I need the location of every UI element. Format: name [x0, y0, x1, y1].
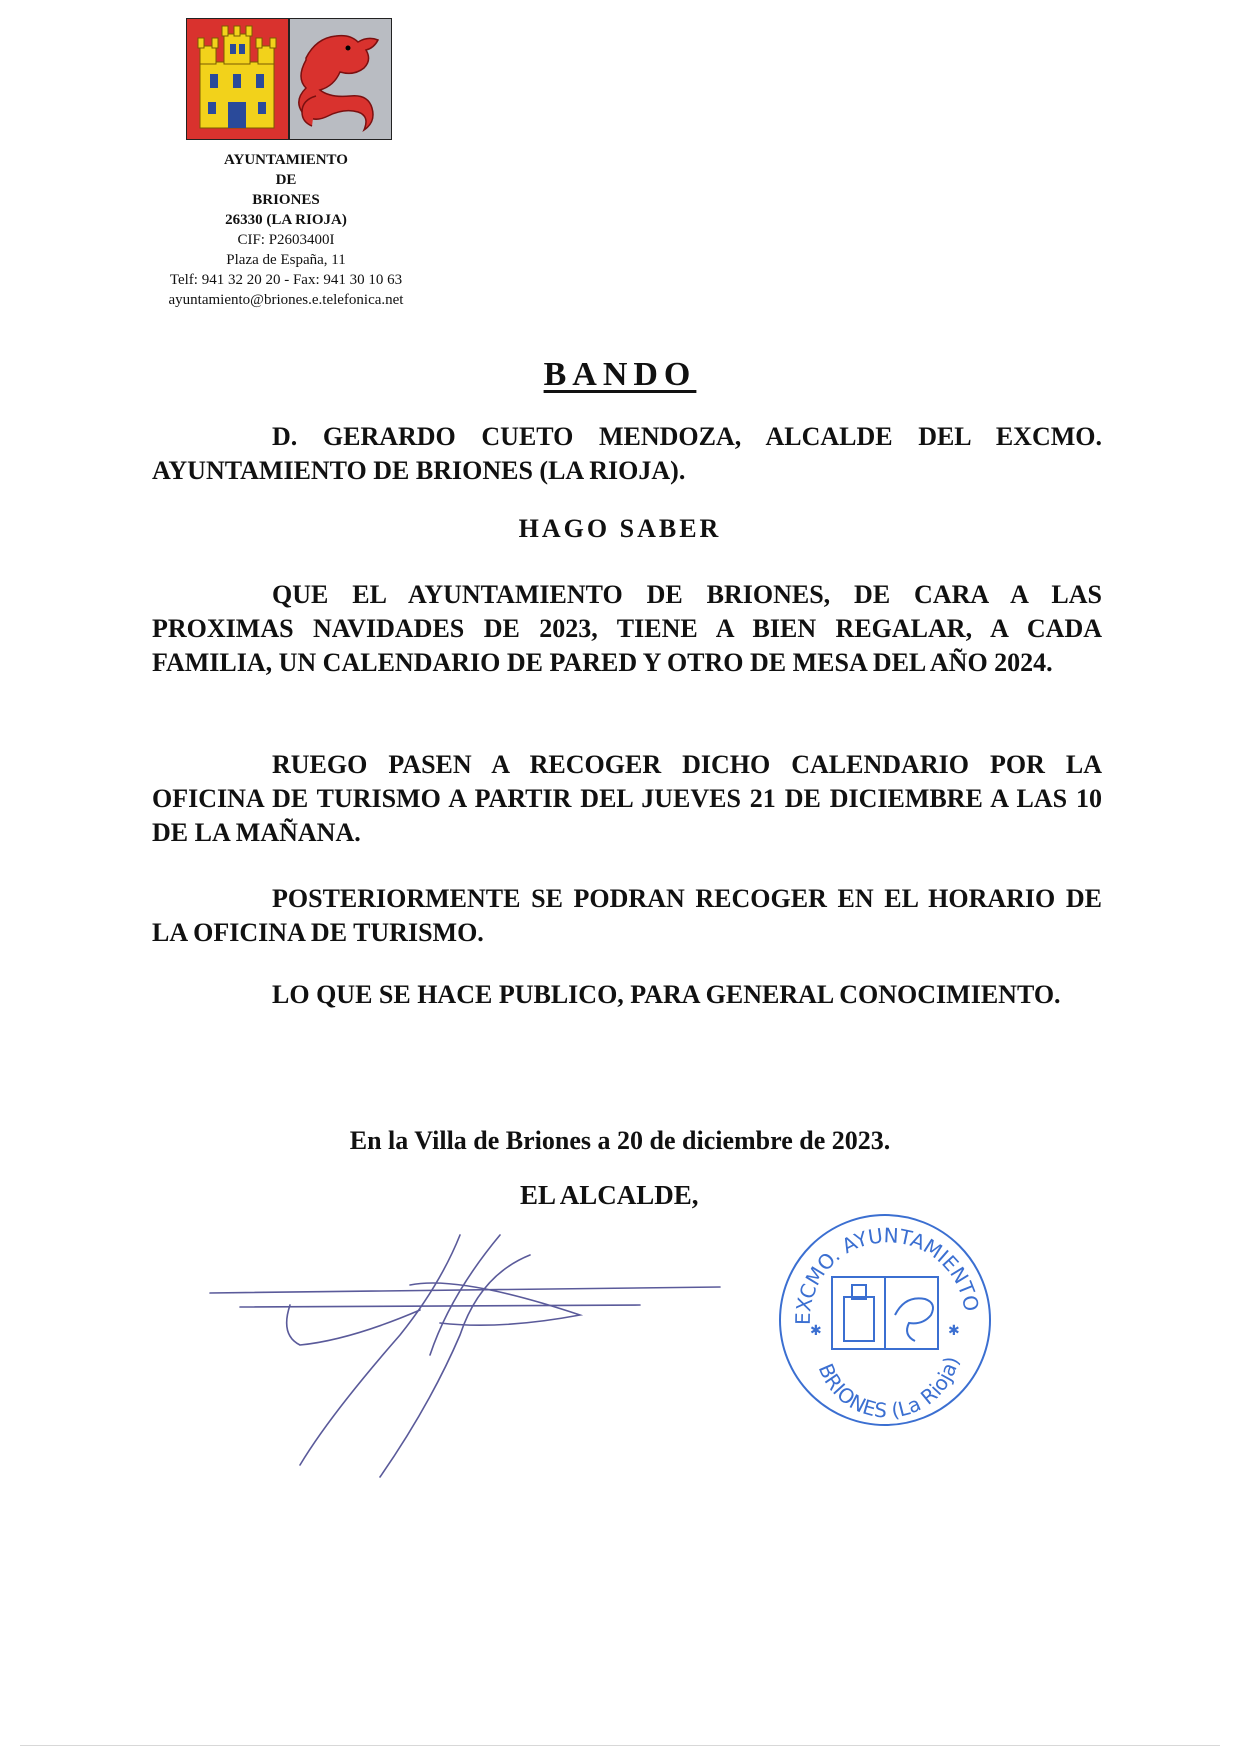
signature-icon — [200, 1215, 760, 1495]
paragraph-3: POSTERIORMENTE SE PODRAN RECOGER EN EL HORARIO DE LA OFICINA DE TURISMO. — [152, 884, 1102, 947]
document-date: En la Villa de Briones a 20 de diciembre de 2023. — [349, 1126, 891, 1155]
section-heading: HAGO SABER — [518, 514, 722, 543]
document-title: BANDO — [543, 356, 697, 393]
letterhead-line2: DE — [275, 172, 297, 188]
letterhead-email: ayuntamiento@briones.e.telefonica.net — [168, 292, 404, 308]
signer-label: EL ALCALDE, — [520, 1180, 699, 1210]
paragraph-4: LO QUE SE HACE PUBLICO, PARA GENERAL CONOCIMIENTO. — [272, 980, 1061, 1009]
letterhead-cif: CIF: P2603400I — [237, 232, 335, 248]
coat-of-arms-icon — [186, 18, 392, 140]
letterhead-line3: BRIONES — [252, 192, 320, 208]
svg-text:✱: ✱ — [948, 1323, 960, 1339]
letterhead-line1: AYUNTAMIENTO — [224, 152, 348, 168]
footer-divider — [20, 1745, 1220, 1746]
letterhead — [140, 150, 432, 310]
letterhead-address: Plaza de España, 11 — [226, 252, 346, 268]
stamp-text-bottom: BRIONES (La Rioja) — [813, 1354, 964, 1423]
intro-paragraph: D. GERARDO CUETO MENDOZA, ALCALDE DEL EXCMO. AYUNTAMIENTO DE BRIONES (LA RIOJA). — [152, 422, 1102, 485]
letterhead-phone: Telf: 941 32 20 20 - Fax: 941 30 10 63 — [169, 272, 403, 288]
official-stamp-icon — [770, 1205, 1000, 1435]
svg-text:✱: ✱ — [810, 1323, 822, 1339]
paragraph-2: RUEGO PASEN A RECOGER DICHO CALENDARIO POR LA OFICINA DE TURISMO A PARTIR DEL JUEVES 21 DE DICIEMBRE A LAS 10 DE LA MAÑANA. — [152, 750, 1102, 847]
stamp-text-top: EXCMO. AYUNTAMIENTO — [790, 1223, 984, 1326]
paragraph-1: QUE EL AYUNTAMIENTO DE BRIONES, DE CARA A LAS PROXIMAS NAVIDADES DE 2023, TIENE A BIEN REGALAR, A CADA FAMILIA, UN CALENDARIO DE PARED Y OTRO DE MESA DEL AÑO 2024. — [152, 580, 1102, 677]
letterhead-postal: 26330 (LA RIOJA) — [225, 212, 347, 228]
